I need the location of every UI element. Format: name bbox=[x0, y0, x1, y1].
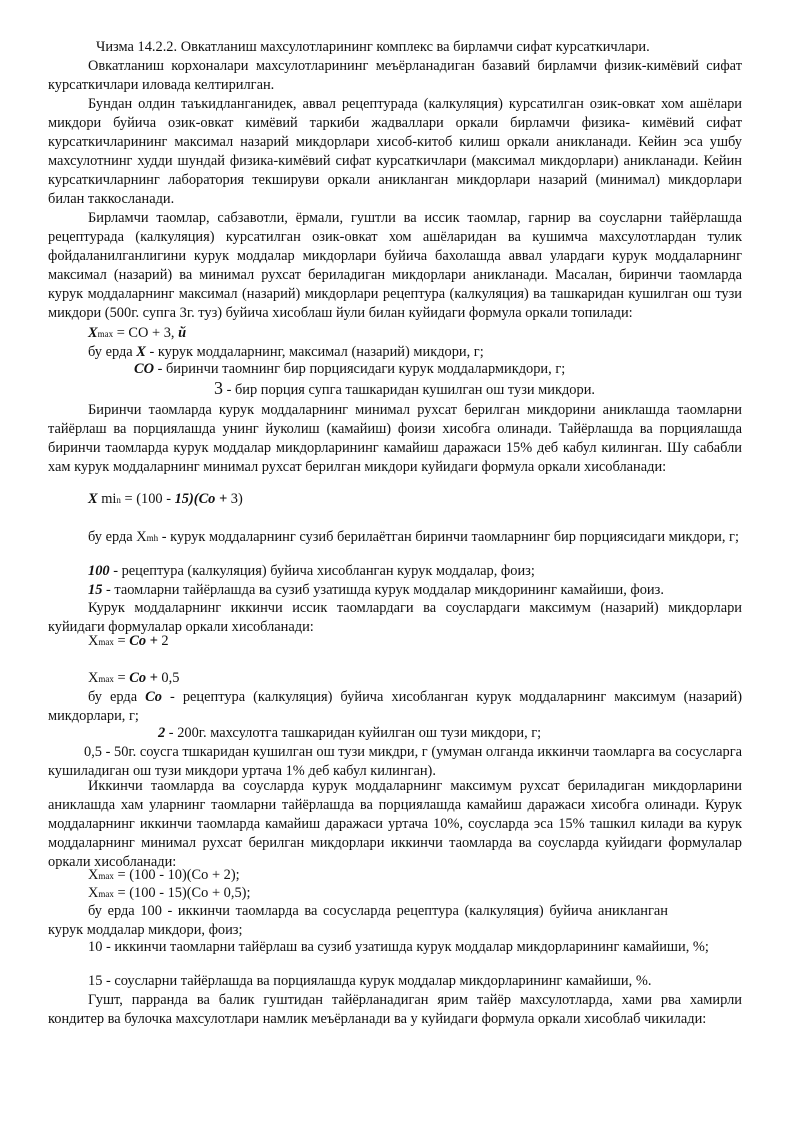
definition: бу ерда Co - рецептура (калкуляция) буйича хисобланган курук моддаларнинг максимум (назарий) микдорлари, г; bbox=[48, 689, 742, 724]
figure-caption: Чизма 14.2.2. Овкатланиш махсулотларининг комплекс ва бирламчи сифат курсаткичлари. bbox=[96, 39, 650, 55]
definition: 0,5 - 50г. соусга тшкаридан кушилган ош тузи микдри, г (умуман олганда иккинчи таомларга ва сосусларга кушиладиган ош тузи микдори уртача 1% деб кабул килинган). bbox=[48, 744, 742, 779]
definition: 2 - 200г. махсулотга ташкаридан куйилган ош тузи микдори, г; bbox=[158, 725, 542, 741]
definition: бу ерда X - курук моддаларнинг, максимал (назарий) микдори, г; bbox=[88, 344, 484, 360]
paragraph: Овкатланиш корхоналари махсулотларининг меъёрланадиган базавий бирламчи физик-кимёвий сифат курсаткичлари иловада келтирилган. bbox=[48, 58, 742, 93]
formula-sauce-min: Xmax = (100 - 15)(Co + 0,5); bbox=[88, 885, 251, 901]
paragraph: Гушт, парранда ва балик гуштидан тайёрланадиган ярим тайёр махсулотларда, хами рва хамирли кондитер ва булочка махсулотлари намлик меъёрланади ва у куйидаги формула оркали хисоблаб чикилади: bbox=[48, 992, 742, 1027]
formula-xmin: X min = (100 - 15)(Co + 3) bbox=[88, 491, 243, 507]
definition: бу ерда 100 - иккинчи таомларда ва сосусларда рецептура (калкуляция) буйича аникланган курук моддалар микдори, фоиз; bbox=[48, 903, 668, 938]
paragraph: Иккинчи таомларда ва соусларда курук моддаларнинг максимум рухсат бериладиган микдорларини аниклашда хам уларнинг таомларни тайёрлашда ва порциялашда камайиш даражаси хисобга олинади. Курук моддаларнинг иккинчи таомларда камайиш даражаси уртача 10%, соусларда эса 15% ташкил килади ва курук моддаларнинг минимал рухсат берилган микдорлари иккинчи таомларда ва соусларда куйидаги формулалар оркали хисобланади: bbox=[48, 778, 742, 870]
formula-second-course: Xmax = Co + 2 bbox=[88, 633, 169, 649]
paragraph: Бундан олдин таъкидланганидек, аввал рецептурада (калкуляция) курсатилган озик-овкат хом ашёлари микдори буйича озик-овкат кимёвий таркиби жадваллари оркали бирламчи физика- кимёвий сифат курсаткичларининг максимал назарий микдорлари хисоб-китоб килиш оркали аникланади. Кейин эса ушбу махсулотнинг худди шундай физика-кимёвий сифат курсаткичлари (максимал микдорлари) аникланади. Кейин курсаткичларнинг лаборатория текшируви оркали аникланган микдорлари назарий (минимал) микдорлари билан таккосланади. bbox=[48, 96, 742, 207]
paragraph: Бирламчи таомлар, сабзавотли, ёрмали, гуштли ва иссик таомлар, гарнир ва соусларни тайёрлашда рецептурада (калкуляция) курсатилган озик-овкат хом ашёларидан ва кушимча махсулотлардан тулик фойдаланилганлигини курук моддалар микдорлари буйича бахолашда аввал улардаги курук моддаларнинг максимал (назарий) ва минимал рухсат бериладиган микдорлари аникланади. Масалан, биринчи таомларда курук моддаларнинг максимал (назарий) микдорлари рецептура (калкуляция) ва ташкаридан кушилган ош тузи микдори (500г. супга 3г. туз) буйича хисоблаш йули билан куйидаги формула оркали топилади: bbox=[48, 210, 742, 321]
formula-xmax: Xmax = CO + 3, й bbox=[88, 325, 187, 341]
definition: 100 - рецептура (калкуляция) буйича хисобланган курук моддалар, фоиз; bbox=[88, 563, 535, 579]
definition: 3 - бир порция супга ташкаридан кушилган ош тузи микдори. bbox=[214, 378, 595, 398]
definition: CO - биринчи таомнинг бир порциясидаги курук моддалармикдори, г; bbox=[134, 361, 566, 377]
paragraph: Биринчи таомларда курук моддаларнинг минимал рухсат берилган микдорини аниклашда таомларни тайёрлаш ва порциялашда унинг йуколиш (камайиш) фоизи хисобга олинади. Тайёрлашда ва порциялашда биринчи таомларда курук моддалар микдорларининг камайиш даражаси 15% деб кабул килинган. Шу сабабли хам курук моддаларнинг минимал рухсат берилган микдори куйидаги формула оркали хисобланади: bbox=[48, 402, 742, 475]
definition: 10 - иккинчи таомларни тайёрлаш ва сузиб узатишда курук моддалар микдорларининг камайиши, %; bbox=[88, 939, 709, 955]
formula-sauce: Xmax = Co + 0,5 bbox=[88, 670, 180, 686]
definition: 15 - таомларни тайёрлашда ва сузиб узатишда курук моддалар микдорининг камайиши, фоиз. bbox=[88, 582, 664, 598]
definition: 15 - соусларни тайёрлашда ва порциялашда курук моддалар микдорларининг камайиши, %. bbox=[88, 973, 652, 989]
definition: бу ерда Xmh - курук моддаларнинг сузиб берилаётган биринчи таомларнинг бир порциясидаги микдори, г; bbox=[88, 529, 739, 545]
paragraph: Курук моддаларнинг иккинчи иссик таомлардаги ва соуслардаги максимум (назарий) микдорлари куйидаги формулалар оркали хисобланади: bbox=[48, 600, 742, 635]
formula-second-course-min: Xmax = (100 - 10)(Co + 2); bbox=[88, 867, 240, 883]
